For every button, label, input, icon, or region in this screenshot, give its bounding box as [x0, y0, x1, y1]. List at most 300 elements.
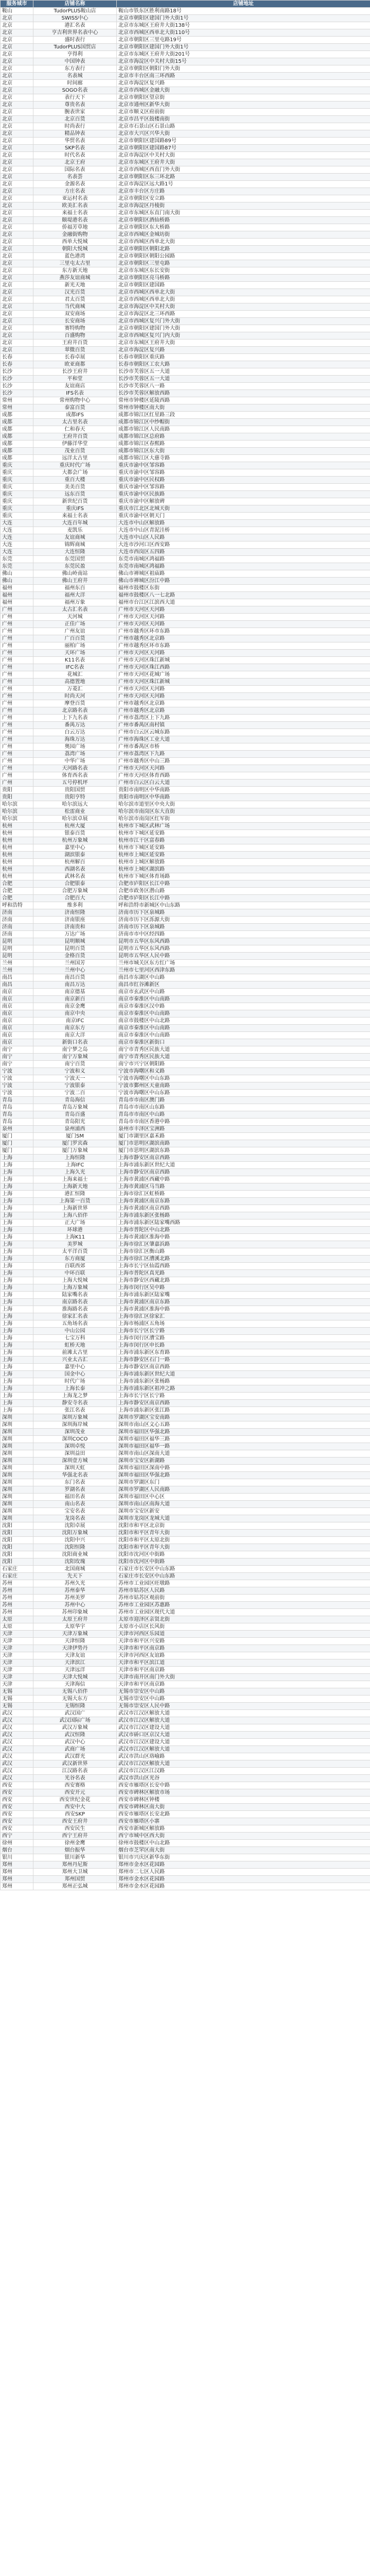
cell-store-address: 上海市浦东新区世纪大道: [117, 1371, 370, 1378]
cell-store-name: 丽柏广场: [33, 642, 117, 650]
cell-store-name: 白云万达: [33, 729, 117, 736]
cell-city: 上海: [1, 1407, 33, 1414]
table-row: [1, 58, 370, 65]
cell-city: 上海: [1, 1256, 33, 1263]
table-row: [1, 1789, 370, 1797]
cell-store-name: 苏州中心: [33, 1602, 117, 1609]
cell-store-name: 广百百货: [33, 635, 117, 642]
table-row: [1, 1724, 370, 1732]
cell-store-address: 北京市朝阳区朝阳公园路: [117, 253, 370, 260]
cell-store-name: 苏州印象城: [33, 1609, 117, 1616]
table-row: [1, 1162, 370, 1169]
cell-city: 太原: [1, 1623, 33, 1631]
table-row: [1, 628, 370, 635]
cell-city: 上海: [1, 1299, 33, 1306]
table-row: [1, 231, 370, 239]
cell-city: 郑州: [1, 1876, 33, 1883]
cell-store-name: 成都IFS: [33, 412, 117, 419]
cell-store-name: IFC名表: [33, 664, 117, 671]
cell-city: 太原: [1, 1616, 33, 1623]
cell-store-address: 上海市徐汇区漕溪北路: [117, 1256, 370, 1263]
cell-store-name: TudorPLUS国贸店: [33, 44, 117, 51]
cell-store-name: 君太百货: [33, 296, 117, 303]
cell-store-address: 成都市锦江区中纱帽街: [117, 419, 370, 426]
table-row: [1, 1421, 370, 1429]
cell-store-name: 长安商场: [33, 318, 117, 325]
cell-store-address: 北京市海淀区复兴路: [117, 80, 370, 87]
cell-store-name: 太古里名表: [33, 419, 117, 426]
cell-store-address: 上海市黄浦区淮海中路: [117, 1234, 370, 1241]
cell-city: 长沙: [1, 376, 33, 383]
table-row: [1, 664, 370, 671]
cell-store-address: 大连市西岗区五四路: [117, 549, 370, 556]
cell-city: 北京: [1, 138, 33, 145]
cell-store-address: 青岛市市南区香港中路: [117, 1118, 370, 1126]
cell-store-name: 武汉国广: [33, 1710, 117, 1717]
cell-store-address: 杭州市江干区富春路: [117, 837, 370, 844]
cell-store-address: 南昌市红谷滩新区: [117, 981, 370, 989]
table-row: [1, 383, 370, 390]
cell-city: 南昌: [1, 981, 33, 989]
cell-city: 上海: [1, 1364, 33, 1371]
table-row: [1, 1631, 370, 1638]
cell-store-name: 昆明百货: [33, 945, 117, 953]
cell-store-address: 北京市西城区复兴门外大街: [117, 318, 370, 325]
cell-store-address: 石家庄市长安区中山东路: [117, 1573, 370, 1580]
cell-store-address: 重庆市渝中区邹容路: [117, 469, 370, 477]
table-row: [1, 426, 370, 433]
cell-store-address: 北京市大兴区兴华大街: [117, 130, 370, 138]
cell-store-address: 北京市朝阳区建国路87号: [117, 145, 370, 152]
table-row: [1, 296, 370, 303]
cell-city: 泉州: [1, 1126, 33, 1133]
cell-store-address: 东莞市南城区鸿福路: [117, 556, 370, 563]
cell-store-name: 松雷商业: [33, 808, 117, 816]
cell-store-name: 兴业太古汇: [33, 1357, 117, 1364]
cell-store-name: 长沙王府井: [33, 368, 117, 376]
cell-store-address: 武汉市硚口区京汉大道: [117, 1732, 370, 1739]
table-row: [1, 325, 370, 332]
cell-city: 长沙: [1, 368, 33, 376]
table-row: [1, 1544, 370, 1551]
cell-store-address: 北京市朝阳区东大桥路: [117, 224, 370, 231]
table-row: [1, 1768, 370, 1775]
cell-city: 重庆: [1, 469, 33, 477]
cell-city: 北京: [1, 296, 33, 303]
table-row: [1, 736, 370, 743]
table-row: [1, 1566, 370, 1573]
cell-store-address: 天津市河西区乐园道: [117, 1631, 370, 1638]
cell-store-name: 太古汇名表: [33, 606, 117, 614]
table-row: [1, 289, 370, 296]
cell-store-address: 杭州市下城区体育场路: [117, 873, 370, 880]
table-row: [1, 1458, 370, 1465]
cell-store-address: 北京市西城区西单北大街: [117, 296, 370, 303]
cell-store-name: 张江名表: [33, 1407, 117, 1414]
cell-city: 深圳: [1, 1472, 33, 1479]
cell-city: 广州: [1, 635, 33, 642]
cell-store-address: 重庆市江北区北城天街: [117, 505, 370, 513]
table-row: [1, 621, 370, 628]
table-row: [1, 1227, 370, 1234]
cell-city: 深圳: [1, 1501, 33, 1508]
cell-store-name: 深圳海岸城: [33, 1421, 117, 1429]
cell-store-address: 深圳市宝安区新安: [117, 1508, 370, 1515]
table-row: [1, 563, 370, 570]
cell-store-name: 厦门罗宾森: [33, 1140, 117, 1147]
cell-city: 上海: [1, 1292, 33, 1299]
cell-store-name: 东门名表: [33, 1479, 117, 1486]
cell-store-name: 名表城: [33, 73, 117, 80]
cell-store-name: 南京路名表: [33, 1299, 117, 1306]
cell-store-address: 重庆市渝中区邹容路: [117, 484, 370, 491]
cell-city: 武汉: [1, 1724, 33, 1732]
table-row: [1, 953, 370, 960]
cell-city: 兰州: [1, 960, 33, 967]
cell-store-address: 深圳市福田区中心区: [117, 1494, 370, 1501]
cell-store-name: 重庆时代广场: [33, 462, 117, 469]
table-row: [1, 1638, 370, 1645]
cell-store-address: 合肥市庐阳区长江中路: [117, 895, 370, 902]
cell-store-address: 上海市浦东新区世纪大道: [117, 1162, 370, 1169]
table-row: [1, 852, 370, 859]
cell-store-name: 苏州久光: [33, 1580, 117, 1587]
table-row: [1, 650, 370, 657]
cell-store-name: 欧亚商都: [33, 361, 117, 368]
cell-store-address: 青岛市市南区澳门路: [117, 1097, 370, 1104]
cell-store-address: 广州市天河区天河路: [117, 650, 370, 657]
cell-city: 苏州: [1, 1602, 33, 1609]
cell-store-name: 合肥万象城: [33, 888, 117, 895]
cell-store-address: 重庆市渝中区民权路: [117, 477, 370, 484]
cell-store-name: 上海久光: [33, 1169, 117, 1176]
table-row: [1, 1104, 370, 1111]
cell-store-address: 成都市锦江区人民南路: [117, 426, 370, 433]
cell-store-name: 宁波天一: [33, 1075, 117, 1082]
cell-city: 杭州: [1, 823, 33, 830]
cell-city: 深圳: [1, 1421, 33, 1429]
cell-city: 上海: [1, 1212, 33, 1219]
cell-store-address: 深圳市宝安区新湖路: [117, 1458, 370, 1465]
table-row: [1, 188, 370, 195]
cell-store-address: 常州市钟楼区南大街: [117, 404, 370, 412]
cell-city: 福州: [1, 585, 33, 592]
cell-store-name: 太平洋百货: [33, 1248, 117, 1256]
cell-store-address: 上海市浦东新区祖冲之路: [117, 1385, 370, 1393]
cell-store-name: 北国商城: [33, 1566, 117, 1573]
cell-store-address: 宁波市海曙区和义路: [117, 1068, 370, 1075]
cell-store-name: 徐家汇名表: [33, 1313, 117, 1320]
table-row: [1, 1025, 370, 1032]
table-row: [1, 1465, 370, 1472]
cell-store-address: 南京市秦淮区中山南路: [117, 1025, 370, 1032]
header-row: [1, 1, 370, 8]
cell-store-address: 西安市碑林区钟楼: [117, 1797, 370, 1804]
cell-store-name: 上海长泰: [33, 1385, 117, 1393]
cell-store-name: 奥园广场: [33, 743, 117, 751]
table-row: [1, 1068, 370, 1075]
cell-store-name: 西宁王府井: [33, 1833, 117, 1840]
cell-store-name: 侨福芳草地: [33, 224, 117, 231]
cell-store-name: 时尚表行: [33, 123, 117, 130]
cell-store-name: 武汉中心: [33, 1739, 117, 1746]
table-row: [1, 1378, 370, 1385]
cell-store-address: 太原市迎泽区亲贤北街: [117, 1616, 370, 1623]
cell-city: 常州: [1, 397, 33, 404]
cell-store-name: 无锡大东方: [33, 1696, 117, 1703]
cell-store-name: 西安民生: [33, 1825, 117, 1833]
table-row: [1, 1191, 370, 1198]
cell-store-name: 华强北名表: [33, 1472, 117, 1479]
cell-store-address: 广州市天河区珠江新城: [117, 657, 370, 664]
cell-store-name: 南宁百货: [33, 1061, 117, 1068]
cell-store-address: 杭州市下城区延安路: [117, 830, 370, 837]
cell-store-name: 杭州万象城: [33, 837, 117, 844]
cell-city: 上海: [1, 1248, 33, 1256]
cell-city: 鞍山: [1, 8, 33, 15]
table-row: [1, 801, 370, 808]
table-row: [1, 1140, 370, 1147]
cell-store-name: 深圳万象城: [33, 1414, 117, 1421]
cell-store-address: 北京市朝阳区三里屯路19号: [117, 37, 370, 44]
cell-city: 常州: [1, 404, 33, 412]
cell-store-name: 上海大悦城: [33, 1277, 117, 1284]
table-row: [1, 592, 370, 599]
cell-city: 合肥: [1, 888, 33, 895]
cell-store-address: 北京市朝阳区望京街: [117, 94, 370, 101]
cell-store-address: 北京市朝阳区亮马桥路: [117, 275, 370, 282]
cell-city: 北京: [1, 340, 33, 347]
cell-store-address: 深圳市福田区华强北路: [117, 1472, 370, 1479]
cell-store-name: 福州万象: [33, 599, 117, 606]
cell-store-name: 南京德基: [33, 989, 117, 996]
cell-city: 重庆: [1, 498, 33, 505]
cell-store-address: 深圳市罗湖区东门: [117, 1479, 370, 1486]
cell-store-address: 南宁市青秀区民族大道: [117, 1046, 370, 1054]
cell-store-address: 郑州市二七区人民路: [117, 1869, 370, 1876]
cell-store-address: 哈尔滨市南岗区东大直街: [117, 808, 370, 816]
cell-store-name: 王府井百货: [33, 433, 117, 440]
cell-city: 东莞: [1, 563, 33, 570]
cell-store-address: 苏州市工业园区现代大道: [117, 1609, 370, 1616]
cell-store-address: 广州市天河区天河路: [117, 693, 370, 700]
cell-city: 沈阳: [1, 1558, 33, 1566]
cell-store-address: 兰州市七里河区西津东路: [117, 967, 370, 974]
cell-store-address: 沈阳市沈河区中街路: [117, 1558, 370, 1566]
cell-store-address: 贵阳市南明区中华南路: [117, 787, 370, 794]
cell-city: 北京: [1, 347, 33, 354]
table-row: [1, 44, 370, 51]
cell-store-name: 青岛阳光: [33, 1118, 117, 1126]
cell-city: 北京: [1, 80, 33, 87]
cell-city: 北京: [1, 109, 33, 116]
table-row: [1, 101, 370, 109]
cell-city: 北京: [1, 332, 33, 340]
cell-store-address: 北京市海淀区远大路1号: [117, 181, 370, 188]
cell-store-name: 先天下: [33, 1573, 117, 1580]
cell-city: 广州: [1, 772, 33, 779]
cell-store-name: 武汉恒隆: [33, 1732, 117, 1739]
table-row: [1, 260, 370, 267]
cell-store-name: 港汇名表: [33, 22, 117, 29]
cell-city: 广州: [1, 606, 33, 614]
table-row: [1, 1847, 370, 1854]
cell-store-address: 南京市秦淮区汉中路: [117, 1003, 370, 1010]
cell-city: 深圳: [1, 1429, 33, 1436]
cell-city: 杭州: [1, 837, 33, 844]
cell-store-name: IFS名表: [33, 390, 117, 397]
cell-city: 宁波: [1, 1082, 33, 1090]
cell-city: 济南: [1, 909, 33, 917]
cell-city: 北京: [1, 116, 33, 123]
cell-city: 成都: [1, 412, 33, 419]
cell-city: 佛山: [1, 570, 33, 578]
table-row: [1, 1284, 370, 1292]
cell-city: 福州: [1, 599, 33, 606]
cell-store-name: SWISS中心: [33, 15, 117, 22]
cell-store-address: 徐州市鼓楼区中山北路: [117, 1840, 370, 1847]
cell-store-name: 南昌百货: [33, 974, 117, 981]
cell-store-address: 南宁市兴宁区朝阳路: [117, 1061, 370, 1068]
cell-city: 长沙: [1, 383, 33, 390]
cell-city: 沈阳: [1, 1544, 33, 1551]
cell-store-address: 泉州市丰泽区宝洲路: [117, 1126, 370, 1133]
table-row: [1, 1869, 370, 1876]
cell-store-address: 上海市长宁区长宁路: [117, 1328, 370, 1335]
cell-store-name: 当代商城: [33, 303, 117, 311]
cell-city: 上海: [1, 1176, 33, 1183]
cell-store-address: 青岛市市南区山东路: [117, 1104, 370, 1111]
table-row: [1, 311, 370, 318]
cell-store-name: 正大广场: [33, 1219, 117, 1227]
cell-city: 武汉: [1, 1775, 33, 1782]
cell-city: 北京: [1, 260, 33, 267]
cell-store-address: 长沙市芙蓉区五一大道: [117, 368, 370, 376]
cell-city: 天津: [1, 1681, 33, 1688]
table-row: [1, 715, 370, 722]
cell-store-name: 宝安名表: [33, 1508, 117, 1515]
cell-store-name: 天河城: [33, 614, 117, 621]
cell-store-name: 沈阳恒隆: [33, 1544, 117, 1551]
table-row: [1, 570, 370, 578]
cell-city: 武汉: [1, 1739, 33, 1746]
cell-store-name: 天河路名表: [33, 765, 117, 772]
cell-store-name: 东方新天地: [33, 267, 117, 275]
cell-store-address: 长春市朝阳区工农大路: [117, 361, 370, 368]
cell-city: 广州: [1, 758, 33, 765]
cell-store-address: 广州市越秀区环市东路: [117, 628, 370, 635]
cell-store-address: 广州市荔湾区下九路: [117, 751, 370, 758]
table-row: [1, 1371, 370, 1378]
table-row: [1, 1256, 370, 1263]
cell-city: 贵阳: [1, 787, 33, 794]
table-row: [1, 267, 370, 275]
cell-store-address: 北京市西城区西直门外大街: [117, 166, 370, 174]
cell-store-address: 西安市碑林区解放市场: [117, 1789, 370, 1797]
cell-store-address: 上海市徐汇区徐家汇: [117, 1313, 370, 1320]
cell-city: 厦门: [1, 1147, 33, 1155]
cell-city: 大连: [1, 534, 33, 541]
cell-store-address: 武汉市江汉区解放大道: [117, 1710, 370, 1717]
cell-store-name: 来福士名表: [33, 513, 117, 520]
cell-store-address: 深圳市福田区福华三路: [117, 1436, 370, 1443]
table-row: [1, 253, 370, 260]
table-row: [1, 1126, 370, 1133]
cell-store-address: 厦门市湖里区嘉禾路: [117, 1133, 370, 1140]
cell-store-name: 精品钟表: [33, 130, 117, 138]
cell-city: 深圳: [1, 1436, 33, 1443]
cell-city: 济南: [1, 917, 33, 924]
cell-city: 北京: [1, 231, 33, 239]
cell-store-name: 常州购物中心: [33, 397, 117, 404]
table-row: [1, 1681, 370, 1688]
cell-store-name: 高德置地: [33, 679, 117, 686]
cell-store-name: 远洋太古里: [33, 455, 117, 462]
cell-city: 广州: [1, 743, 33, 751]
cell-store-address: 北京市海淀区丹棱街: [117, 202, 370, 210]
cell-store-name: 南昌万达: [33, 981, 117, 989]
table-row: [1, 1501, 370, 1508]
cell-store-address: 北京市海淀区复兴路: [117, 347, 370, 354]
cell-store-name: 天津海信: [33, 1681, 117, 1688]
table-row: [1, 816, 370, 823]
cell-city: 大连: [1, 549, 33, 556]
cell-store-name: 东莞国贸: [33, 556, 117, 563]
table-row: [1, 765, 370, 772]
table-row: [1, 700, 370, 707]
cell-store-address: 广州市白云区云城东路: [117, 729, 370, 736]
cell-store-name: 银泰百货: [33, 830, 117, 837]
cell-store-name: 五号停机坪: [33, 779, 117, 787]
cell-store-name: 金源名表: [33, 181, 117, 188]
cell-store-name: 北京百货: [33, 116, 117, 123]
cell-store-name: 湖滨银泰: [33, 852, 117, 859]
cell-store-name: 无锡恒隆: [33, 1703, 117, 1710]
cell-store-address: 厦门市思明区湖滨东路: [117, 1147, 370, 1155]
cell-store-address: 合肥市政务区潜山路: [117, 888, 370, 895]
table-row: [1, 202, 370, 210]
cell-store-name: 宁波和义: [33, 1068, 117, 1075]
cell-city: 重庆: [1, 513, 33, 520]
cell-store-address: 上海市闵行区吴中路: [117, 1284, 370, 1292]
cell-city: 苏州: [1, 1595, 33, 1602]
cell-store-address: 重庆市渝中区朝天门: [117, 513, 370, 520]
cell-store-address: 长沙市芙蓉区解放西路: [117, 390, 370, 397]
table-row: [1, 989, 370, 996]
cell-store-address: 福州市台江区江滨西大道: [117, 599, 370, 606]
cell-city: 南京: [1, 1018, 33, 1025]
cell-store-name: 上海恒隆: [33, 1155, 117, 1162]
cell-store-address: 广州市天河区珠江西路: [117, 664, 370, 671]
table-row: [1, 239, 370, 246]
cell-store-name: 苏州泰华: [33, 1587, 117, 1595]
cell-city: 武汉: [1, 1753, 33, 1760]
cell-store-address: 上海市闵行区漕宝路: [117, 1335, 370, 1342]
cell-city: 深圳: [1, 1515, 33, 1522]
cell-city: 广州: [1, 779, 33, 787]
cell-store-address: 南昌市东湖区中山路: [117, 974, 370, 981]
cell-city: 哈尔滨: [1, 816, 33, 823]
cell-city: 重庆: [1, 505, 33, 513]
table-row: [1, 1710, 370, 1717]
cell-city: 沈阳: [1, 1522, 33, 1530]
table-row: [1, 549, 370, 556]
cell-store-name: 佛山王府井: [33, 578, 117, 585]
cell-store-address: 北京市东城区东直门南大街: [117, 210, 370, 217]
table-row: [1, 376, 370, 383]
table-body: [1, 8, 370, 1890]
cell-store-address: 北京市朝阳区建国门外大街: [117, 325, 370, 332]
